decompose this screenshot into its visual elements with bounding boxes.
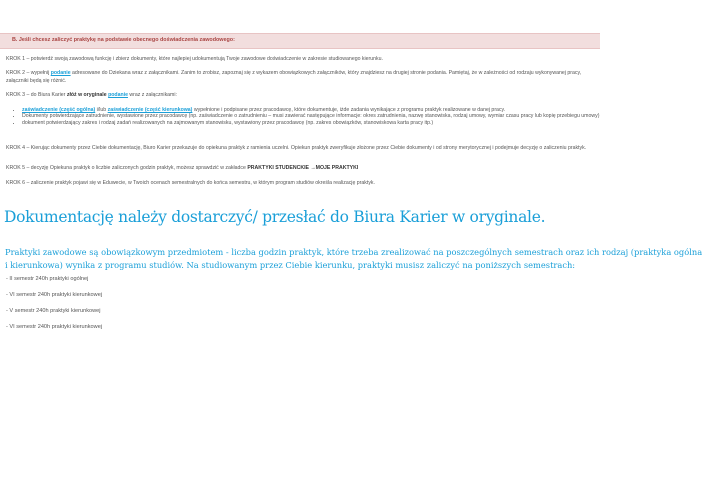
list-item-text: Dokumenty potwierdzające zatrudnienie, wystawione przez pracodawcę (np. zaświadczenie o zatrudnieniu – musi zawierać następujące informacje: okres zatrudnienia, nazwę stanowiska, rodzaj umowy, wymiar czasu pracy lub kopię przebiegu umowy) — [22, 113, 600, 120]
semester-item-4: - VI semestr 240h praktyki kierunkowej — [6, 324, 103, 330]
semester-item-3: - V semestr 240h praktyki kierunkowej — [6, 308, 101, 314]
step-3-bold: złóż w oryginale — [66, 92, 107, 98]
step-3 — [6, 92, 598, 100]
step-3-text-a: KROK 3 – do Biura Karier — [6, 92, 67, 98]
step-2-text-b: adresowane do Dziekana wraz z załącznikami. Zanim to zrobisz, zapoznaj się z wykazem obowiązkowych załączników, który znajdziesz na drugiej stronie podania. Pamiętaj, że w zależności od rodzaju wykonywanej pracy, załączniki będą się różnić. — [6, 70, 582, 84]
certificate-major-link[interactable]: zaświadczenie (część kierunkowa) — [107, 107, 193, 113]
alert-banner-text: B. Jeśli chcesz zaliczyć praktykę na podstawie obecnego doświadczenia zawodowego: — [12, 37, 235, 43]
step-1-text: KROK 1 – potwierdź swoją zawodową funkcję i zbierz dokumenty, które najlepiej udokumentują Twoje zawodowe doświadczenie w zakresie studiowanego kierunku. — [6, 56, 383, 62]
step-5-text: KROK 5 – decyzję Opiekuna praktyk o liczbie zaliczonych godzin praktyk, możesz sprawdzić w zakładce — [6, 165, 248, 171]
intro-line-1: Praktyki zawodowe są obowiązkowym przedmiotem - liczba godzin praktyk, które trzeba zrealizować na poszczególnych semestrach oraz ich rodzaj (praktyka ogólna — [5, 247, 702, 257]
section-heading: Dokumentację należy dostarczyć/ przesłać do Biura Karier w oryginale. — [4, 208, 546, 226]
certificate-general-link[interactable]: zaświadczenie (część ogólna) — [22, 107, 96, 113]
step-1 — [6, 56, 598, 64]
alert-banner — [0, 33, 600, 49]
step-2 — [6, 70, 598, 85]
list-item-text: dokument potwierdzający zakres i rodzaj zadań realizowanych na zajmowanym stanowisku, wystawiony przez pracodawcę (np. zakres obowiązków, stanowiskowa karta pracy itp.) — [22, 119, 434, 126]
step-3-text-b: wraz z załącznikami: — [127, 92, 177, 98]
semester-item-1: - II semestr 240h praktyki ogólnej — [6, 276, 89, 282]
step-4-text: KROK 4 – Kierując dokumenty przez Ciebie dokumentację, Biuro Karier przekazuje do opiekuna praktyk z ramienia uczelni. Opiekun praktyk zweryfikuje złożone przez Ciebie dokumenty i od strony merytorycznej i podejmuje decyzję o zaliczeniu praktyk. — [6, 145, 587, 151]
list-item-text: wypełnione i podpisane przez pracodawcę, które dokumentuje, iżde zadania wynikające z programu praktyk realizowane w danej pracy. — [192, 107, 506, 113]
step-6 — [6, 180, 598, 188]
application-form-link-2[interactable]: podanie — [108, 92, 128, 98]
step-4 — [6, 145, 598, 153]
list-item — [22, 120, 602, 126]
intro-line-2: i kierunkowa) wynika z programu studiów. Na studiowanym przez Ciebie kierunku, praktyki musisz zaliczyć na poniższych semestrach: — [5, 259, 576, 270]
semester-item-2: - VI semestr 240h praktyki kierunkowej — [6, 292, 103, 298]
list-item-text: i/lub — [95, 107, 108, 113]
step-5-bold: PRAKTYKI STUDENCKIE →MOJE PRAKTYKI — [247, 165, 359, 171]
attachments-list — [14, 107, 602, 126]
intro-paragraph — [5, 246, 702, 271]
step-2-text-a: KROK 2 – wypełnij — [6, 70, 51, 76]
step-5 — [6, 165, 598, 173]
application-form-link[interactable]: podanie — [50, 70, 71, 76]
step-6-text: KROK 6 – zaliczenie praktyk pojawi się w Eduwecie, w Twoich ocenach semestralnych do końca semestru, w którym program studiów określa realizację praktyk. — [6, 180, 375, 186]
